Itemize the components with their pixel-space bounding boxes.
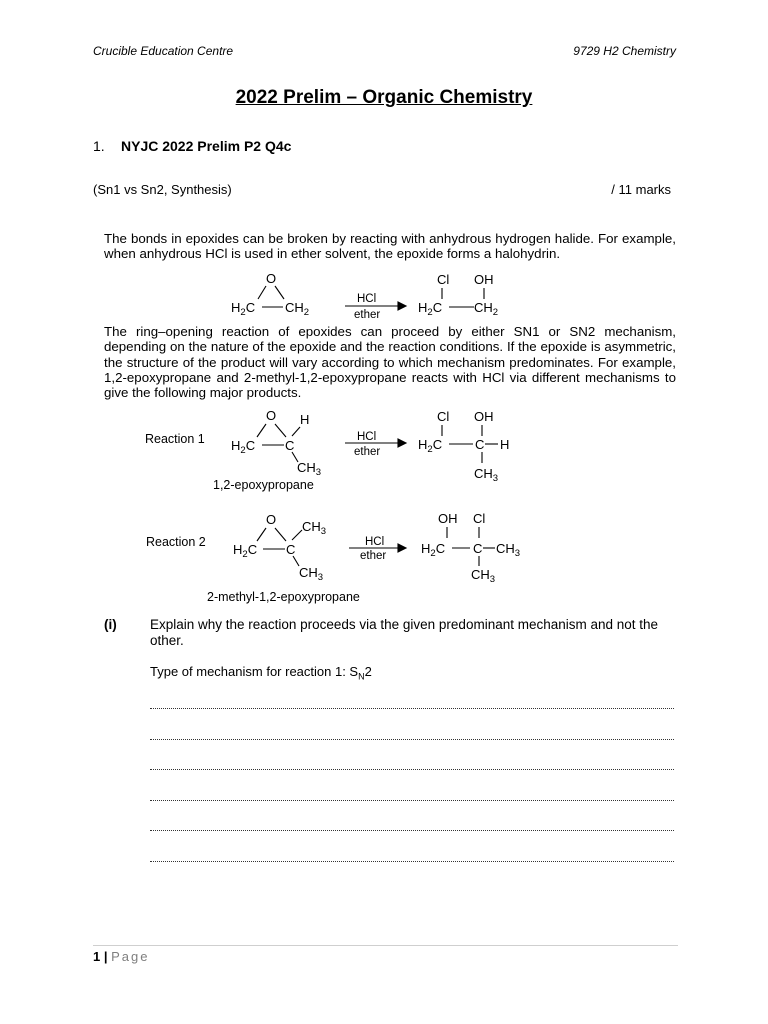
svg-text:H2C: $H_2C$ [231,300,256,318]
page-separator: | [103,949,108,964]
svg-text:C: C [475,437,485,452]
part-i-label: (i) [104,617,117,632]
svg-text:H2C: $H_2C$ [418,437,443,455]
reaction1-label: Reaction 1 [145,432,205,446]
svg-text:CH3: $CH_3$ [299,565,324,583]
svg-text:H2C: $H_2C$ [421,541,446,559]
reaction1-product-structure [418,409,509,484]
mechanism-subscript: N [358,671,365,682]
svg-text:CH3: $CH_3$ [471,567,496,585]
answer-line[interactable] [150,800,674,801]
mechanism-type [150,664,372,682]
page-word: Page [111,949,150,964]
svg-text:CH2: $CH_2$ [285,300,310,318]
question-number: 1. [93,138,105,154]
svg-text:CH3: $CH_3$ [474,466,499,484]
reaction1-solvent: ether [354,446,381,458]
question-marks: / 11 marks [611,182,671,197]
reaction2-compound-name: 2-methyl-1,2-epoxypropane [207,590,360,604]
reaction1-arrow [345,431,406,458]
page-number: 1 [93,949,101,964]
svg-text:H: H [500,437,510,452]
answer-line[interactable] [150,769,674,770]
answer-line[interactable] [150,708,674,709]
answer-line[interactable] [150,861,674,862]
mechanism-paragraph: The ring–opening reaction of epoxides can proceed by either SN1 or SN2 mechanism, depending on the nature of the epoxide and the reaction conditions. If the epoxide is asymmetric, the structure of the product will vary according to which mechanism predominates. For example, 1,2-epoxypropane and 2-methyl-1,2-epoxypropane reacts with HCl via different mechanisms to give the following major products. [104,324,676,401]
intro-paragraph: The bonds in epoxides can be broken by reacting with anhydrous hydrogen halide. For example, when anhydrous HCl is used in ether solvent, the epoxide forms a halohydrin. [104,231,676,262]
svg-text:O: O [266,271,277,286]
part-i-question: Explain why the reaction proceeds via the given predominant mechanism and not the other. [150,617,659,648]
reaction2-reagent: HCl [365,536,385,548]
svg-text:CH2: $CH_2$ [474,300,499,318]
answer-line[interactable] [150,830,674,831]
svg-text:H2C: $H_2C$ [231,438,256,456]
reagent-label: HCl [357,293,377,305]
svg-text:Cl: Cl [437,409,450,424]
epoxypropane-structure [231,408,321,478]
reaction2-label: Reaction 2 [146,535,206,549]
svg-text:C: C [286,542,296,557]
svg-text:Cl: Cl [473,511,486,526]
reaction2-solvent: ether [360,550,387,562]
reaction1-compound-name: 1,2-epoxypropane [213,478,314,492]
reaction2-arrow [349,536,406,562]
svg-text:H2C: $H_2C$ [233,542,258,560]
svg-text:CH3: $CH_3$ [297,460,322,478]
svg-text:O: O [266,408,277,423]
solvent-label: ether [354,309,381,321]
svg-text:CH3: $CH_3$ [302,519,327,537]
svg-text:H2C: $H_2C$ [418,300,443,318]
methyl-epoxypropane-structure [233,512,326,583]
footer [93,949,150,964]
svg-text:Cl: Cl [437,272,450,287]
svg-text:OH: OH [474,272,494,287]
header-right: 9729 H2 Chemistry [573,44,676,58]
svg-text:OH: OH [438,511,458,526]
svg-text:C: C [285,438,295,453]
reaction2-product-structure [421,511,520,585]
answer-line[interactable] [150,739,674,740]
svg-text:OH: OH [474,409,494,424]
page-title: 2022 Prelim – Organic Chemistry [235,87,533,108]
reaction1-reagent: HCl [357,431,377,443]
header-left: Crucible Education Centre [93,44,234,58]
svg-text:O: O [266,512,277,527]
question-topic: (Sn1 vs Sn2, Synthesis) [93,182,232,197]
mechanism-prefix: Type of mechanism for reaction 1: S [150,664,359,679]
mechanism-suffix: 2 [364,664,372,679]
svg-text:CH3: $CH_3$ [496,541,521,559]
ethylene-oxide-structure [231,271,309,318]
svg-text:H: H [300,412,310,427]
halohydrin-structure [418,272,498,318]
svg-text:C: C [473,541,483,556]
reaction-arrow [345,293,406,321]
question-label: NYJC 2022 Prelim P2 Q4c [121,138,292,154]
footer-rule [93,945,678,946]
